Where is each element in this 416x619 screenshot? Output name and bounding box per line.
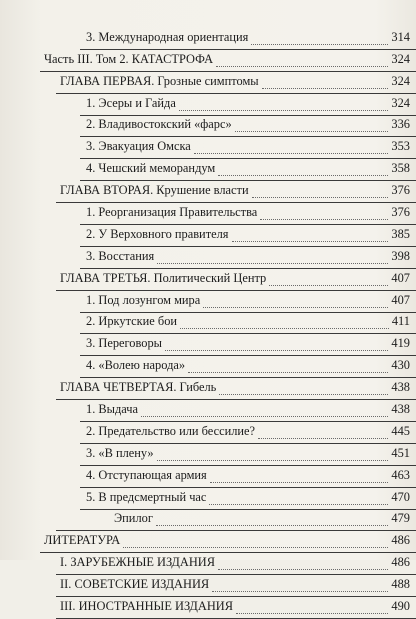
- toc-entry-page-number: 490: [391, 599, 410, 614]
- toc-entry: [56, 269, 416, 291]
- toc-entry: [80, 444, 416, 466]
- toc-entry-title: 4. Отступающая армия: [86, 467, 207, 482]
- toc-entry: [80, 313, 416, 335]
- dot-leader: [252, 197, 389, 198]
- toc-entry: [40, 531, 416, 553]
- toc-entry: [80, 247, 416, 269]
- dot-leader: [188, 372, 388, 373]
- dot-leader: [157, 263, 388, 264]
- toc-entry-page-number: 470: [391, 489, 410, 504]
- dot-leader: [212, 591, 388, 592]
- toc-entry-title: 3. Международная ориентация: [86, 29, 249, 44]
- toc-entry-title: 2. Предательство или бессилие?: [86, 423, 256, 438]
- toc-entry-page-number: 385: [391, 226, 410, 241]
- dot-leader: [258, 438, 388, 439]
- toc-entry-page-number: 376: [391, 205, 410, 220]
- toc-entry: [80, 203, 416, 225]
- dot-leader: [179, 110, 389, 111]
- toc-entry: [56, 553, 416, 575]
- toc-entry-page-number: 407: [391, 270, 410, 285]
- dot-leader: [216, 66, 388, 67]
- toc-entry-page-number: 419: [391, 336, 410, 351]
- toc-entry-title: 3. Восстания: [86, 248, 155, 263]
- toc-entry: [80, 488, 416, 510]
- toc-entry-page-number: 314: [391, 29, 410, 44]
- toc-entry-title: 3. Эвакуация Омска: [86, 139, 191, 154]
- toc-entry-title: ГЛАВА ТРЕТЬЯ. Политический Центр: [60, 270, 267, 285]
- toc-entry: [80, 356, 416, 378]
- toc-entry: [80, 116, 416, 138]
- toc-entry-title: 3. «В плену»: [86, 445, 154, 460]
- toc-entry: [56, 72, 416, 94]
- toc-entry-page-number: 411: [391, 314, 410, 329]
- toc-entry-title: Часть III. Том 2. КАТАСТРОФА: [44, 51, 214, 66]
- toc-entry-page-number: 488: [391, 577, 410, 592]
- toc-entry-page-number: 463: [391, 467, 410, 482]
- dot-leader: [235, 131, 389, 132]
- toc-entry: [56, 597, 416, 619]
- toc-entry-page-number: 451: [391, 445, 410, 460]
- toc-entry-title: 1. Реорганизация Правительства: [86, 205, 258, 220]
- toc-entry-title: 4. Чешский меморандум: [86, 161, 216, 176]
- toc-entry: [56, 575, 416, 597]
- dot-leader: [218, 175, 388, 176]
- toc-entry: [56, 181, 416, 203]
- toc-entry-title: ЛИТЕРАТУРА: [44, 533, 121, 548]
- dot-leader: [123, 547, 388, 548]
- toc-entry-title: 1. Под лозунгом мира: [86, 292, 201, 307]
- toc-entry: [80, 422, 416, 444]
- dot-leader: [165, 350, 388, 351]
- toc-entry-page-number: 445: [391, 423, 410, 438]
- toc-entry-page-number: 438: [391, 402, 410, 417]
- dot-leader: [210, 482, 389, 483]
- toc-entry-title: 2. У Верховного правителя: [86, 226, 229, 241]
- table-of-contents: [0, 28, 416, 619]
- dot-leader: [236, 613, 388, 614]
- toc-entry-page-number: 353: [391, 139, 410, 154]
- toc-entry: [80, 334, 416, 356]
- toc-entry-page-number: 358: [391, 161, 410, 176]
- toc-entry-title: 5. В предсмертный час: [86, 489, 207, 504]
- toc-entry-page-number: 438: [391, 380, 410, 395]
- dot-leader: [157, 460, 389, 461]
- dot-leader: [262, 88, 389, 89]
- toc-entry: [80, 225, 416, 247]
- dot-leader: [156, 525, 389, 526]
- toc-entry-title: ГЛАВА ЧЕТВЕРТАЯ. Гибель: [60, 380, 217, 395]
- toc-entry: [80, 159, 416, 181]
- toc-entry-page-number: 430: [391, 358, 410, 373]
- toc-entry-title: 2. Иркутские бои: [86, 314, 178, 329]
- toc-entry: [80, 400, 416, 422]
- dot-leader: [203, 307, 388, 308]
- toc-entry-page-number: 376: [391, 183, 410, 198]
- dot-leader: [219, 394, 388, 395]
- toc-entry-title: III. ИНОСТРАННЫЕ ИЗДАНИЯ: [60, 599, 233, 614]
- toc-entry-page-number: 407: [391, 292, 410, 307]
- toc-entry-page-number: 486: [391, 555, 410, 570]
- toc-entry-title: 1. Выдача: [86, 402, 139, 417]
- dot-leader: [209, 504, 388, 505]
- toc-entry: [80, 137, 416, 159]
- toc-entry-title: 1. Эсеры и Гайда: [86, 95, 176, 110]
- toc-entry: [56, 378, 416, 400]
- dot-leader: [232, 241, 389, 242]
- toc-entry-title: II. СОВЕТСКИЕ ИЗДАНИЯ: [60, 577, 210, 592]
- toc-entry: [80, 94, 416, 116]
- toc-entry: [56, 510, 416, 532]
- toc-entry-page-number: 336: [391, 117, 410, 132]
- dot-leader: [194, 153, 389, 154]
- dot-leader: [180, 328, 389, 329]
- toc-entry-page-number: 324: [391, 73, 410, 88]
- toc-entry-title: Эпилог: [114, 511, 153, 526]
- toc-entry-page-number: 479: [391, 511, 410, 526]
- toc-entry: [80, 466, 416, 488]
- toc-entry-page-number: 398: [391, 248, 410, 263]
- toc-entry-title: I. ЗАРУБЕЖНЫЕ ИЗДАНИЯ: [60, 555, 215, 570]
- dot-leader: [260, 219, 388, 220]
- toc-entry-title: 2. Владивостокский «фарс»: [86, 117, 232, 132]
- dot-leader: [251, 44, 388, 45]
- toc-entry: [80, 291, 416, 313]
- toc-entry-title: 3. Переговоры: [86, 336, 162, 351]
- dot-leader: [141, 416, 388, 417]
- toc-entry-title: 4. «Волею народа»: [86, 358, 186, 373]
- toc-entry: [80, 28, 416, 50]
- toc-entry-page-number: 324: [391, 95, 410, 110]
- toc-entry-title: ГЛАВА ПЕРВАЯ. Грозные симптомы: [60, 73, 259, 88]
- toc-entry-page-number: 324: [391, 51, 410, 66]
- dot-leader: [269, 285, 388, 286]
- toc-entry-title: ГЛАВА ВТОРАЯ. Крушение власти: [60, 183, 249, 198]
- dot-leader: [218, 569, 388, 570]
- toc-entry-page-number: 486: [391, 533, 410, 548]
- toc-entry: [40, 50, 416, 72]
